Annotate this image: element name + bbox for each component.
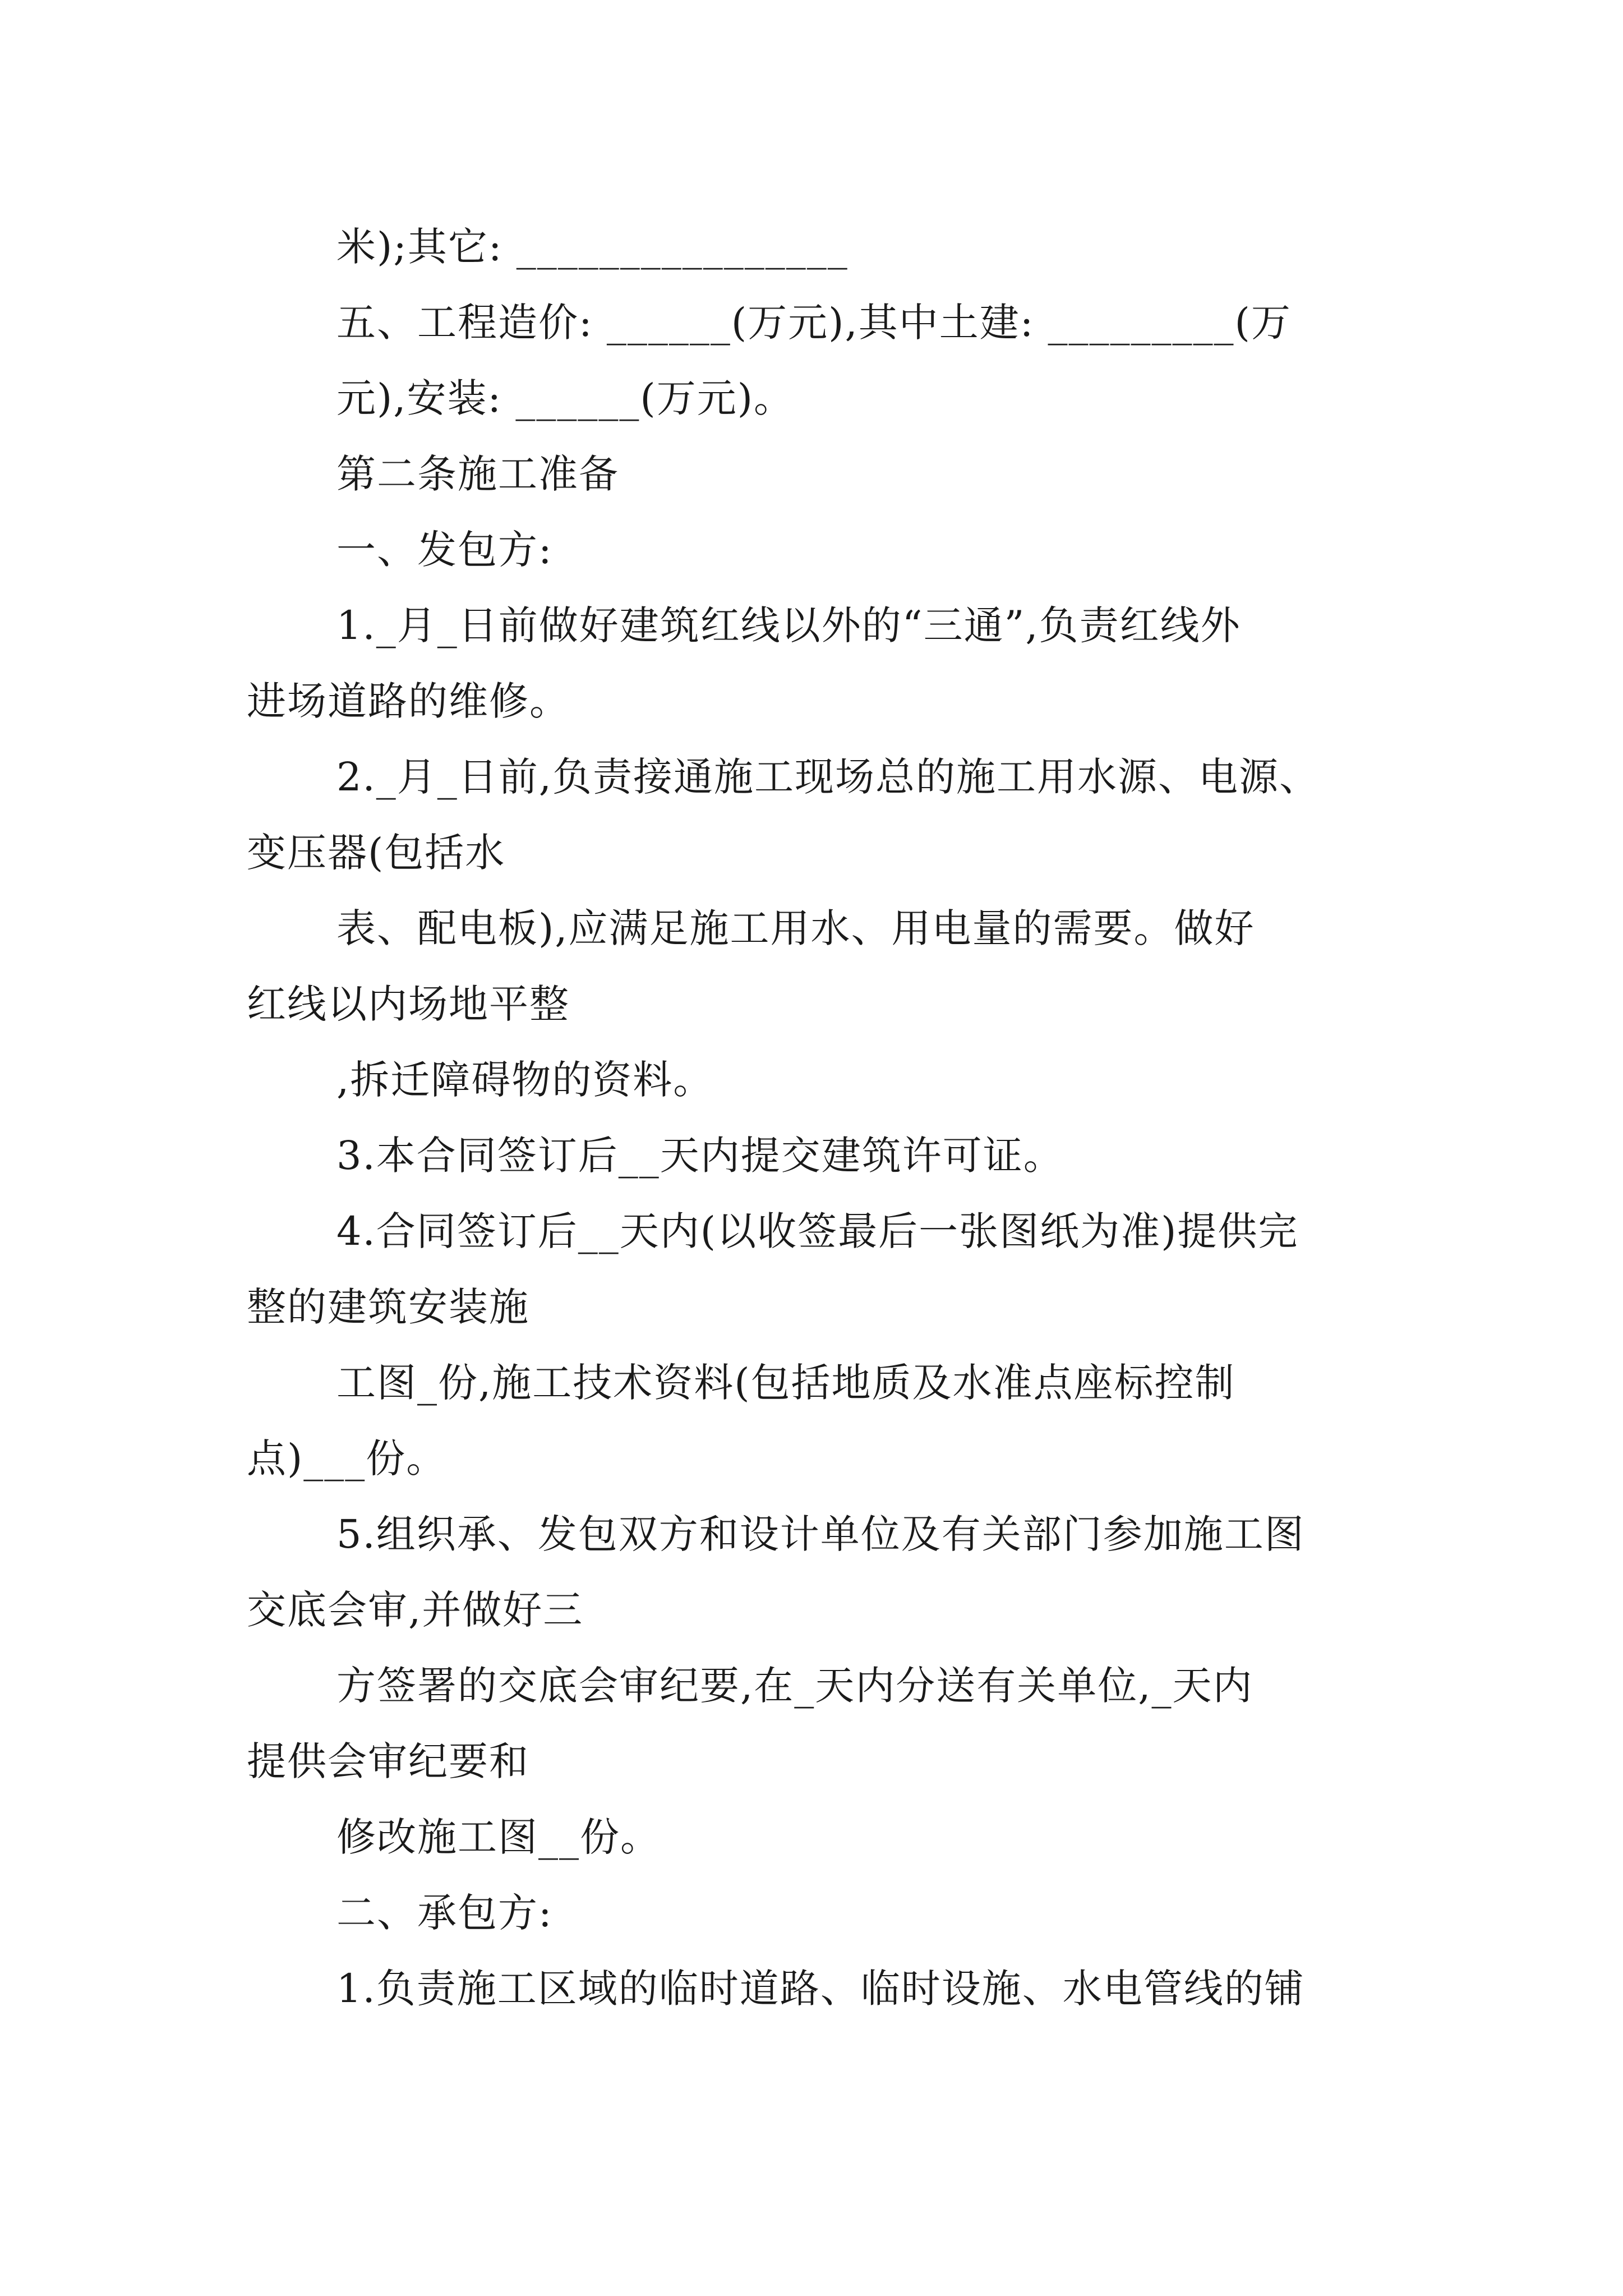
text-line-14: 4.合同签订后__天内(以收签最后一张图纸为准)提供完 xyxy=(336,1208,1299,1254)
text-line-15: 整的建筑安装施 xyxy=(247,1284,529,1330)
text-line-12: ,拆迁障碍物的资料。 xyxy=(336,1057,714,1103)
text-line-24: 1.负责施工区域的临时道路、临时设施、水电管线的铺 xyxy=(336,1966,1305,2012)
subsection-heading-contractor: 二、承包方: xyxy=(336,1890,553,1936)
text-line-13: 3.本合同签订后__天内提交建筑许可证。 xyxy=(336,1133,1064,1179)
text-line-10: 表、配电板),应满足施工用水、用电量的需要。做好 xyxy=(336,905,1255,951)
text-line-7: 进场道路的维修。 xyxy=(247,678,570,724)
text-line-11: 红线以内场地平整 xyxy=(247,981,570,1027)
text-line-3: 元),安装: ______(万元)。 xyxy=(336,375,795,421)
text-line-18: 5.组织承、发包双方和设计单位及有关部门参加施工图 xyxy=(336,1511,1305,1557)
text-line-22: 修改施工图__份。 xyxy=(336,1814,661,1860)
text-line-21: 提供会审纪要和 xyxy=(247,1738,529,1784)
text-line-2: 五、工程造价: ______(万元),其中土建: _________(万 xyxy=(336,300,1292,346)
text-line-17: 点)___份。 xyxy=(247,1435,447,1481)
text-line-20: 方签署的交底会审纪要,在_天内分送有关单位,_天内 xyxy=(336,1663,1253,1709)
text-line-8: 2._月_日前,负责接通施工现场总的施工用水源、电源、 xyxy=(336,754,1320,800)
text-line-16: 工图_份,施工技术资料(包括地质及水准点座标控制 xyxy=(336,1360,1235,1406)
text-line-19: 交底会审,并做好三 xyxy=(247,1587,584,1633)
text-line-6: 1._月_日前做好建筑红线以外的“三通”,负责红线外 xyxy=(336,602,1241,648)
subsection-heading-employer: 一、发包方: xyxy=(336,527,553,573)
text-line-1: 米);其它: ________________ xyxy=(336,224,849,270)
section-heading: 第二条施工准备 xyxy=(336,451,619,497)
text-line-9: 变压器(包括水 xyxy=(247,830,506,876)
